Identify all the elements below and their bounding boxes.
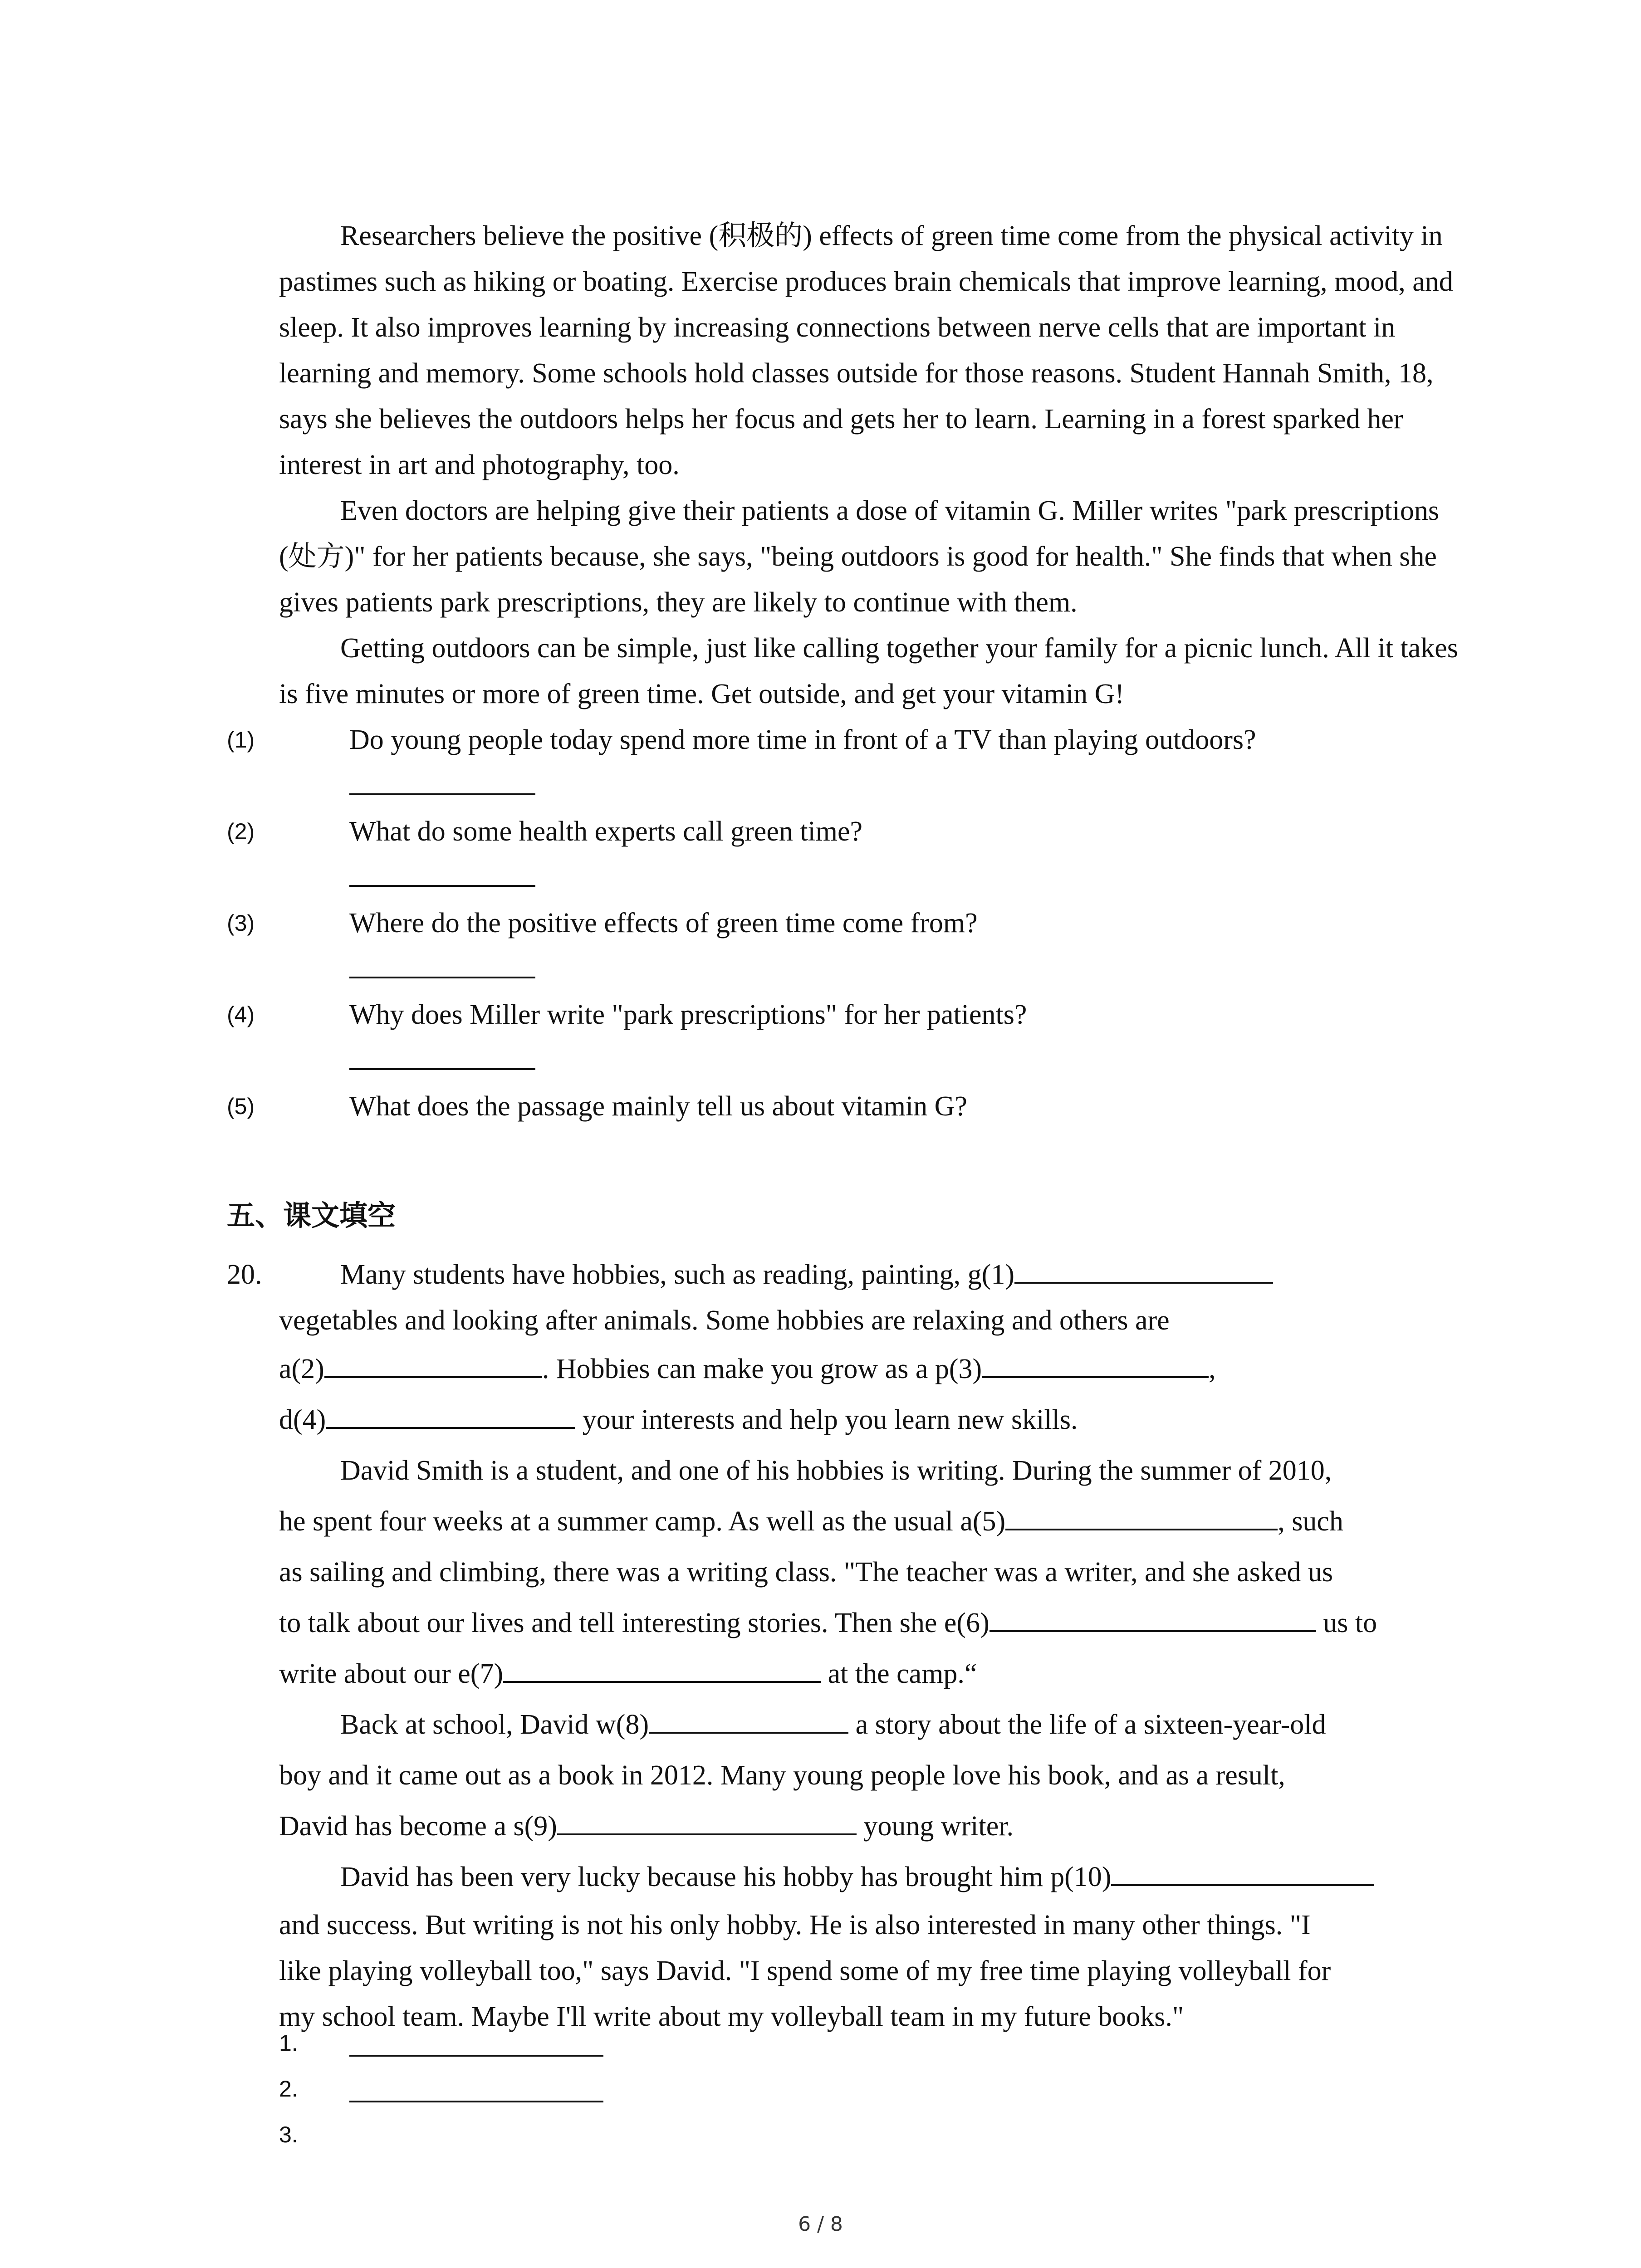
cloze-line: David has become a s(9) young writer. <box>279 1801 1459 1852</box>
question-5 <box>227 1084 1459 1175</box>
section-title: 五、课文填空 <box>227 1199 396 1232</box>
cloze-line: boy and it came out as a book in 2012. Many young people love his book, and as a result, <box>279 1760 1285 1791</box>
question-3 <box>227 900 1459 992</box>
passage-paragraph-1: Researchers believe the positive (积极的) effects of green time come from the physical activity in pastimes such as hiking or boating. Exercise produces brain chemicals that improve learning, mood, and sleep. It also improves learning by increasing connections between nerve cells that are important in learning and memory. Some schools hold classes outside for those reasons. Student Hannah Smith, 18, says she believes the outdoors helps her focus and gets her to learn. Learning in a forest sparked her interest in art and photography, too. <box>279 220 1453 480</box>
answer-line[interactable] <box>349 2082 603 2102</box>
passage-paragraph-2: Even doctors are helping give their patients a dose of vitamin G. Miller writes "park prescriptions (处方)" for her patients because, she says, "being outdoors is good for health." She finds that when she gives patients park prescriptions, they are likely to continue with them. <box>279 495 1439 618</box>
question-number: (2) <box>227 819 255 844</box>
passage-paragraph-3: Getting outdoors can be simple, just like calling together your family for a picnic lunch. All it takes is five minutes or more of green time. Get outside, and get your vitamin G! <box>279 633 1458 709</box>
question-20-number: 20. <box>227 1259 262 1290</box>
cloze-line: write about our e(7) at the camp.“ <box>279 1648 1459 1699</box>
cloze-line: David has been very lucky because his hobby has brought him p(10) <box>279 1852 1459 1902</box>
question-text: Why does Miller write "park prescriptions" for her patients? <box>349 999 1027 1030</box>
cloze-line: to talk about our lives and tell interesting stories. Then she e(6) us to <box>279 1598 1459 1648</box>
cloze-line: Many students have hobbies, such as reading, painting, g(1) <box>279 1252 1459 1298</box>
question-text: Where do the positive effects of green time come from? <box>349 908 978 938</box>
question-2 <box>227 809 1459 900</box>
cloze-line: my school team. Maybe I'll write about my volleyball team in my future books." <box>279 2001 1184 2032</box>
question-number: (4) <box>227 1002 255 1027</box>
question-text: Do young people today spend more time in front of a TV than playing outdoors? <box>349 724 1256 755</box>
question-number: (3) <box>227 910 255 936</box>
reading-passage <box>227 213 1459 1175</box>
cloze-line: he spent four weeks at a summer camp. As well as the usual a(5) , such <box>279 1496 1459 1547</box>
question-4 <box>227 992 1459 1084</box>
answer-line[interactable] <box>349 2037 603 2057</box>
answer-number: 3. <box>279 2122 298 2147</box>
cloze-passage <box>279 1252 1459 2040</box>
question-number: (1) <box>227 727 255 753</box>
blank-3[interactable] <box>982 1349 1209 1378</box>
blank-7[interactable] <box>503 1654 821 1683</box>
question-number: (5) <box>227 1094 255 1119</box>
cloze-line: like playing volleyball too," says David. "I spend some of my free time playing volleyball for <box>279 1955 1331 1986</box>
blank-8[interactable] <box>649 1705 848 1734</box>
answer-line[interactable] <box>349 1046 535 1070</box>
question-text: What does the passage mainly tell us about vitamin G? <box>349 1091 967 1122</box>
cloze-line: a(2) . Hobbies can make you grow as a p(3) , <box>279 1344 1459 1394</box>
question-1 <box>227 717 1459 809</box>
cloze-line: as sailing and climbing, there was a writing class. "The teacher was a writer, and she asked us <box>279 1557 1333 1588</box>
answer-line[interactable] <box>349 955 535 978</box>
blank-1[interactable] <box>1014 1255 1273 1284</box>
blank-10[interactable] <box>1111 1857 1374 1886</box>
cloze-line: Back at school, David w(8) a story about the life of a sixteen-year-old <box>279 1699 1459 1750</box>
blank-6[interactable] <box>989 1603 1316 1632</box>
cloze-line: d(4) your interests and help you learn new skills. <box>279 1394 1459 1445</box>
answer-number: 2. <box>279 2076 298 2102</box>
page-number: 6 / 8 <box>798 2213 843 2236</box>
answer-line[interactable] <box>349 863 535 887</box>
cloze-line: David Smith is a student, and one of his hobbies is writing. During the summer of 2010, <box>340 1455 1332 1486</box>
blank-4[interactable] <box>326 1400 575 1429</box>
blank-2[interactable] <box>324 1349 542 1378</box>
blank-9[interactable] <box>557 1806 857 1835</box>
question-text: What do some health experts call green time? <box>349 816 863 847</box>
answer-number: 1. <box>279 2030 298 2056</box>
cloze-line: and success. But writing is not his only hobby. He is also interested in many other things. "I <box>279 1910 1311 1941</box>
answer-line[interactable] <box>349 772 535 795</box>
cloze-line: vegetables and looking after animals. Some hobbies are relaxing and others are <box>279 1305 1170 1336</box>
blank-5[interactable] <box>1005 1501 1278 1530</box>
